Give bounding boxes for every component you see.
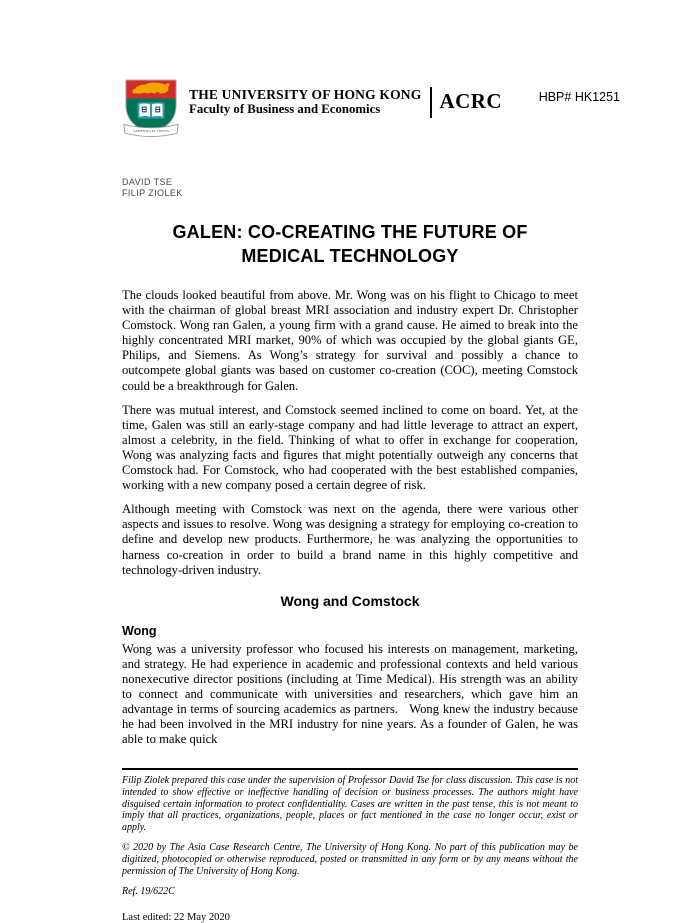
faculty-name: Faculty of Business and Economics bbox=[189, 102, 381, 116]
university-name: THE UNIVERSITY OF HONG KONG bbox=[189, 87, 422, 102]
paragraph: Wong was a university professor who focused his interests on management, marketing, and strategy. He had experience in academic and professional contexts and held various nonexecutive director positions (including at Time Medical). His strength was an ability to connect and communicate with universities and researchers, which gave him an advantage in terms of sourcing academics as partners. Wong knew the industry because he had been involved in the MRI industry for nine years. As a founder of Galen, he was able to make quick bbox=[122, 641, 578, 747]
acrc-label: ACRC bbox=[439, 89, 503, 113]
section-heading: Wong and Comstock bbox=[280, 592, 420, 609]
footnote-preparation: Filip Ziolek prepared this case under the supervision of Professor David Tse for class discussion. This case is not intended to show effective or ineffective handling of decision or business processes. The authors might have disguised certain information to protect confidentiality. Cases are written in the past tense, this is not meant to imply that all practices, organizations, people, places or fact mentioned in the case no longer occur, exist or apply. bbox=[122, 775, 578, 833]
header-divider bbox=[430, 87, 432, 118]
university-name-block bbox=[189, 78, 421, 117]
crest-motto-text: SAPIENTIA ET VIRTUS bbox=[133, 129, 169, 134]
paragraph: There was mutual interest, and Comstock seemed inclined to come on board. Yet, at the time, Galen was still an early-stage company and had little leverage to attract an expert, almost a celebrity, in the field. Thinking of what to offer in exchange for cooperation, Wong was analyzing facts and figures that might potentially outweigh any concerns that Comstock had. For Comstock, who had cooperated with the best established companies, working with a new company posed a certain degree of risk. bbox=[122, 402, 578, 493]
paragraph: Although meeting with Comstock was next on the agenda, there were various other aspects and issues to resolve. Wong was designing a strategy for employing co-creation to define and develop new products. Furthermore, he was analyzing the opportunities to harness co-creation in order to build a brand name in this highly competitive and technology-driven industry. bbox=[122, 502, 578, 577]
subsection-heading: Wong bbox=[122, 623, 157, 638]
hku-crest-logo bbox=[122, 78, 180, 140]
reference-number: Ref. 19/622C bbox=[122, 886, 175, 898]
authors-block bbox=[122, 177, 578, 199]
author-name: DAVID TSE bbox=[122, 177, 173, 187]
last-edited-date: Last edited: 22 May 2020 bbox=[122, 912, 230, 923]
paragraph: The clouds looked beautiful from above. Mr. Wong was on his flight to Chicago to meet with the chairman of global breast MRI association and industry expert Dr. Christopher Comstock. Wong ran Galen, a young firm with a grand cause. He aimed to break into the highly concentrated MRI market, 90% of which was occupied by the global giants GE, Philips, and Siemens. As Wong’s strategy for survival and possibly a chance to outcompete global giants was based on customer co-creation (COC), meeting Comstock could be a breakthrough for Galen. bbox=[122, 288, 578, 393]
footnote-copyright: © 2020 by The Asia Case Research Centre, The University of Hong Kong. No part of this publication may be digitized, photocopied or otherwise reproduced, posted or transmitted in any form or by any means without the permission of The University of Hong Kong. bbox=[122, 842, 578, 877]
author-name: FILIP ZIOLEK bbox=[122, 188, 183, 198]
footnote-rule bbox=[122, 768, 578, 770]
page-header bbox=[122, 78, 578, 140]
case-title: GALEN: CO-CREATING THE FUTURE OF MEDICAL TECHNOLOGY bbox=[172, 222, 528, 266]
document-code: HBP# HK1251 bbox=[538, 90, 620, 104]
body-text bbox=[122, 288, 578, 747]
